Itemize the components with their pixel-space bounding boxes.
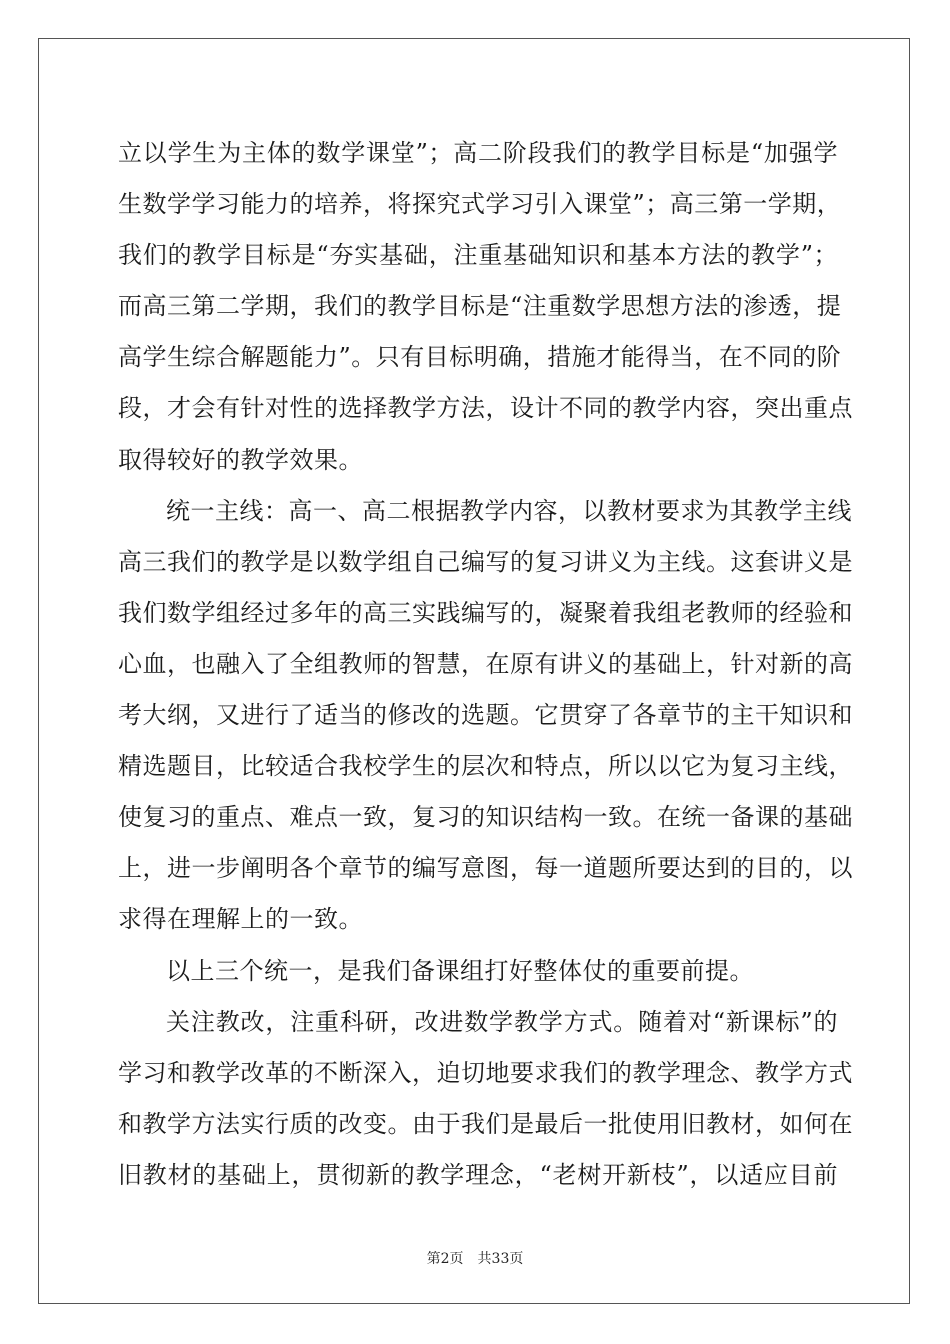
text-line: 考大纲，又进行了适当的修改的选题。它贯穿了各章节的主干知识和 xyxy=(118,701,853,730)
text-line: 取得较好的教学效果。 xyxy=(118,445,363,474)
text-line: 学习和教学改革的不断深入，迫切地要求我们的教学理念、教学方式 xyxy=(118,1058,853,1087)
text-line: 高学生综合解题能力”。只有目标明确，措施才能得当，在不同的阶 xyxy=(118,343,842,372)
document-body xyxy=(118,128,853,1201)
page-number: 第2页 xyxy=(426,1251,464,1267)
text-line: 和教学方法实行质的改变。由于我们是最后一批使用旧教材，如何在 xyxy=(118,1109,853,1138)
text-line: 生数学学习能力的培养，将探究式学习引入课堂”；高三第一学期， xyxy=(118,190,842,219)
page-total: 共33页 xyxy=(477,1251,524,1267)
paragraph-start-line: 统一主线：高一、高二根据教学内容，以教材要求为其教学主线 xyxy=(166,496,852,525)
text-line: 旧教材的基础上，贯彻新的教学理念，“老树开新枝”，以适应目前 xyxy=(118,1160,838,1189)
paragraph-start-line: 关注教改，注重科研，改进数学教学方式。随着对“新课标”的 xyxy=(166,1007,838,1036)
text-line: 我们数学组经过多年的高三实践编写的，凝聚着我组老教师的经验和 xyxy=(118,598,853,627)
text-line: 段，才会有针对性的选择教学方法，设计不同的教学内容，突出重点 xyxy=(118,394,853,423)
text-line: 心血，也融入了全组教师的智慧，在原有讲义的基础上，针对新的高 xyxy=(118,649,853,678)
text-line: 求得在理解上的一致。 xyxy=(118,905,363,934)
text-line: 立以学生为主体的数学课堂”；高二阶段我们的教学目标是“加强学 xyxy=(118,139,838,167)
text-line: 我们的教学目标是“夯实基础，注重基础知识和基本方法的教学”； xyxy=(118,241,838,270)
paragraph-start-line: 以上三个统一，是我们备课组打好整体仗的重要前提。 xyxy=(166,956,754,985)
text-line: 精选题目，比较适合我校学生的层次和特点，所以以它为复习主线， xyxy=(118,752,853,781)
text-line: 上，进一步阐明各个章节的编写意图，每一道题所要达到的目的，以 xyxy=(118,854,853,883)
text-line: 使复习的重点、难点一致，复习的知识结构一致。在统一备课的基础 xyxy=(118,803,853,832)
page-footer xyxy=(0,1248,950,1268)
text-line: 高三我们的教学是以数学组自己编写的复习讲义为主线。这套讲义是 xyxy=(118,547,853,576)
text-line: 而高三第二学期，我们的教学目标是“注重数学思想方法的渗透，提 xyxy=(118,292,842,321)
